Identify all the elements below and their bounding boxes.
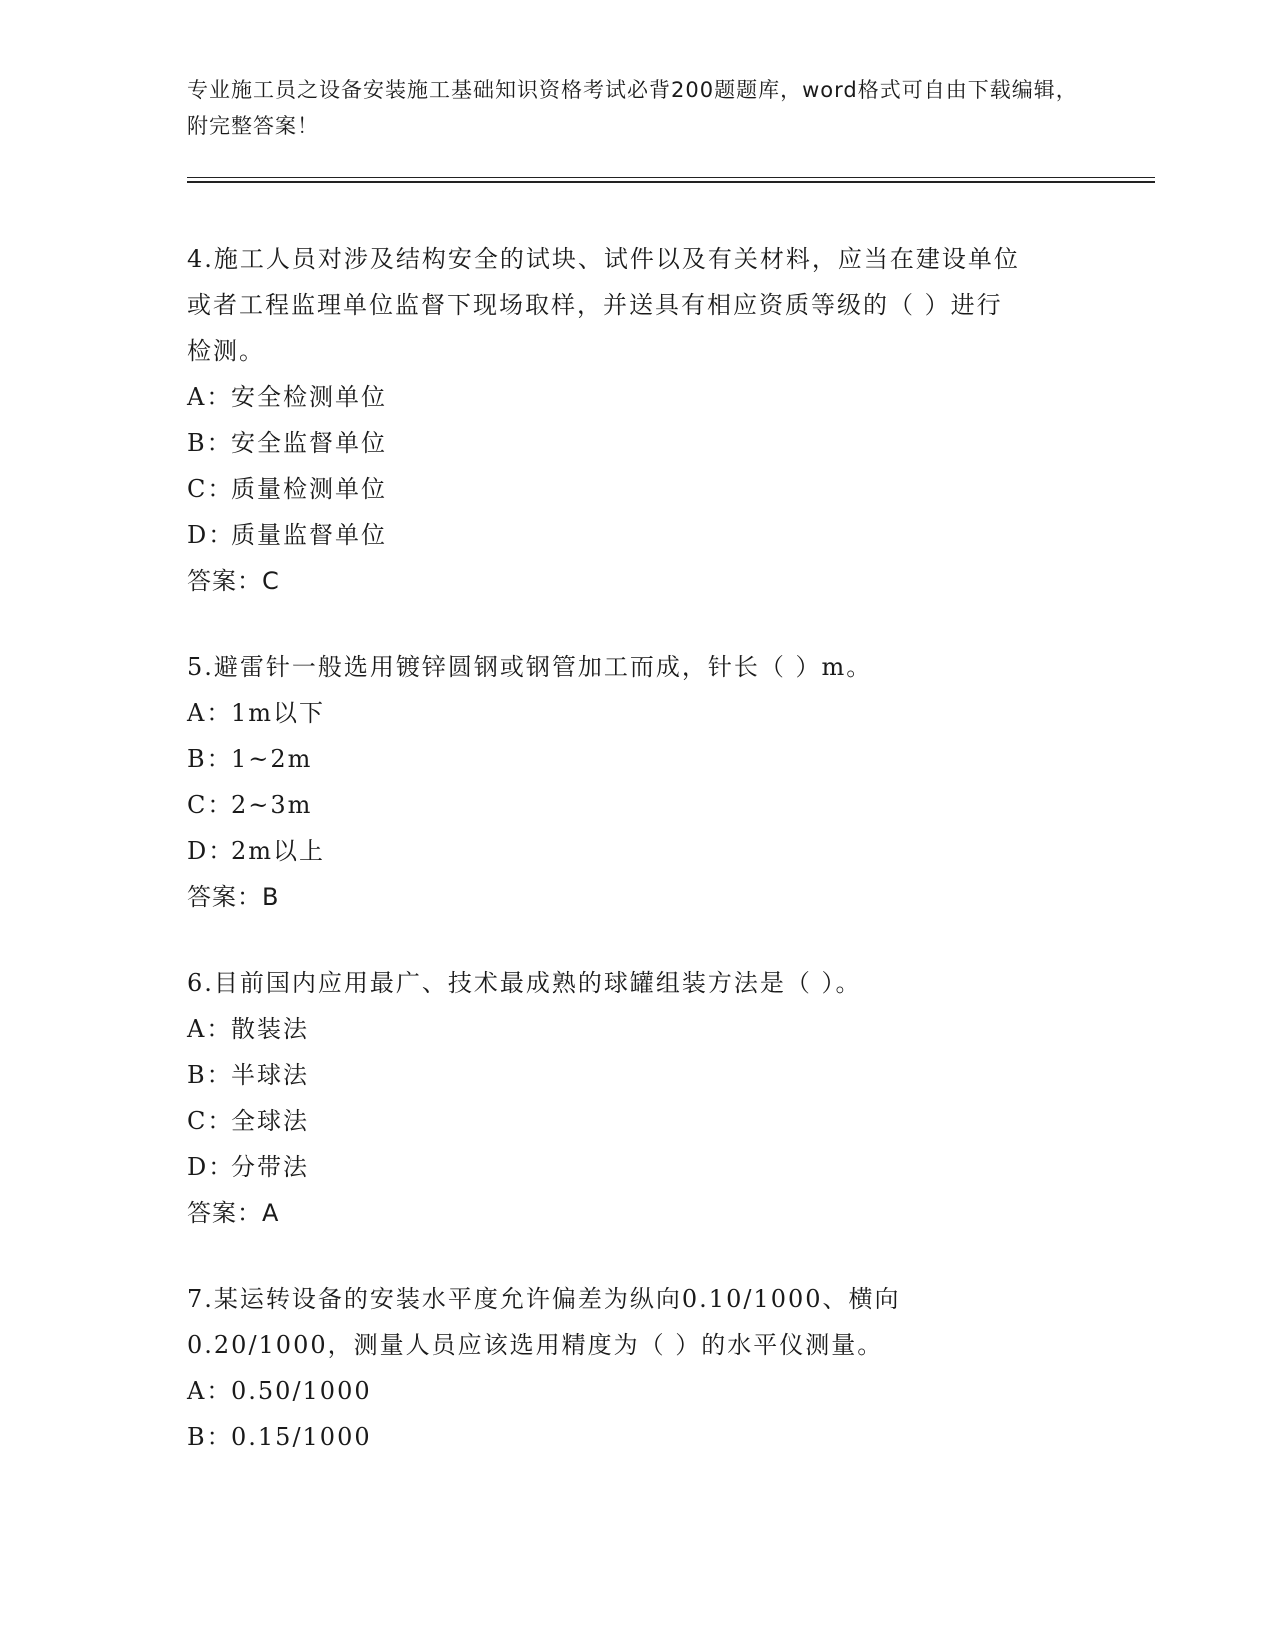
option-a <box>187 1006 1087 1052</box>
option-key: A： <box>187 1377 233 1405</box>
option-key: D： <box>187 1153 235 1181</box>
option-c <box>187 1098 1087 1144</box>
option-key: B： <box>187 429 233 457</box>
option-text: 分带法 <box>231 1153 309 1181</box>
question-item <box>187 644 1087 920</box>
question-item <box>187 960 1087 1236</box>
header-divider-thin <box>187 177 1155 178</box>
answer-text: 答案：B <box>187 883 280 911</box>
option-text: 半球法 <box>231 1061 309 1089</box>
option-key: C： <box>187 791 234 819</box>
option-text: 质量监督单位 <box>231 521 387 549</box>
option-text: 2~3m <box>231 791 313 819</box>
option-key: C： <box>187 1107 234 1135</box>
option-key: A： <box>187 1015 233 1043</box>
option-b <box>187 1052 1087 1098</box>
question-item <box>187 1276 1087 1460</box>
option-text: 0.50/1000 <box>231 1377 372 1405</box>
option-key: D： <box>187 837 235 865</box>
option-text: 散装法 <box>231 1015 309 1043</box>
question-list <box>187 236 1087 1500</box>
option-text: 1~2m <box>231 745 313 773</box>
option-key: A： <box>187 383 233 411</box>
question-item <box>187 236 1087 604</box>
option-text: 安全检测单位 <box>231 383 387 411</box>
option-text: 安全监督单位 <box>231 429 387 457</box>
question-text: 6.目前国内应用最广、技术最成熟的球罐组装方法是（ ）。 <box>187 969 862 997</box>
answer-text: 答案：C <box>187 567 280 595</box>
option-d <box>187 1144 1087 1190</box>
option-text: 0.15/1000 <box>231 1423 372 1451</box>
option-c <box>187 466 1087 512</box>
option-text: 质量检测单位 <box>231 475 387 503</box>
option-key: C： <box>187 475 234 503</box>
question-text: 4.施工人员对涉及结构安全的试块、试件以及有关材料，应当在建设单位或者工程监理单位监督下现场取样，并送具有相应资质等级的（ ）进行检测。 <box>187 245 1020 365</box>
option-text: 1m以下 <box>231 699 326 727</box>
option-d <box>187 828 1087 874</box>
option-c <box>187 782 1087 828</box>
question-text: 5.避雷针一般选用镀锌圆钢或钢管加工而成，针长（ ）m。 <box>187 653 873 681</box>
option-b <box>187 1414 1087 1460</box>
option-b <box>187 736 1087 782</box>
answer-text: 答案：A <box>187 1199 280 1227</box>
option-key: D： <box>187 521 235 549</box>
option-a <box>187 690 1087 736</box>
option-b <box>187 420 1087 466</box>
option-key: A： <box>187 699 233 727</box>
option-key: B： <box>187 1423 233 1451</box>
option-key: B： <box>187 1061 233 1089</box>
document-header: 专业施工员之设备安装施工基础知识资格考试必背200题题库，word格式可自由下载编辑，附完整答案！ <box>187 78 1078 138</box>
option-a <box>187 1368 1087 1414</box>
question-text: 7.某运转设备的安装水平度允许偏差为纵向0.10/1000、横向0.20/1000，测量人员应该选用精度为（ ）的水平仪测量。 <box>187 1285 901 1359</box>
option-text: 全球法 <box>231 1107 309 1135</box>
option-d <box>187 512 1087 558</box>
option-a <box>187 374 1087 420</box>
header-divider-thick <box>187 181 1155 183</box>
option-text: 2m以上 <box>231 837 326 865</box>
option-key: B： <box>187 745 233 773</box>
